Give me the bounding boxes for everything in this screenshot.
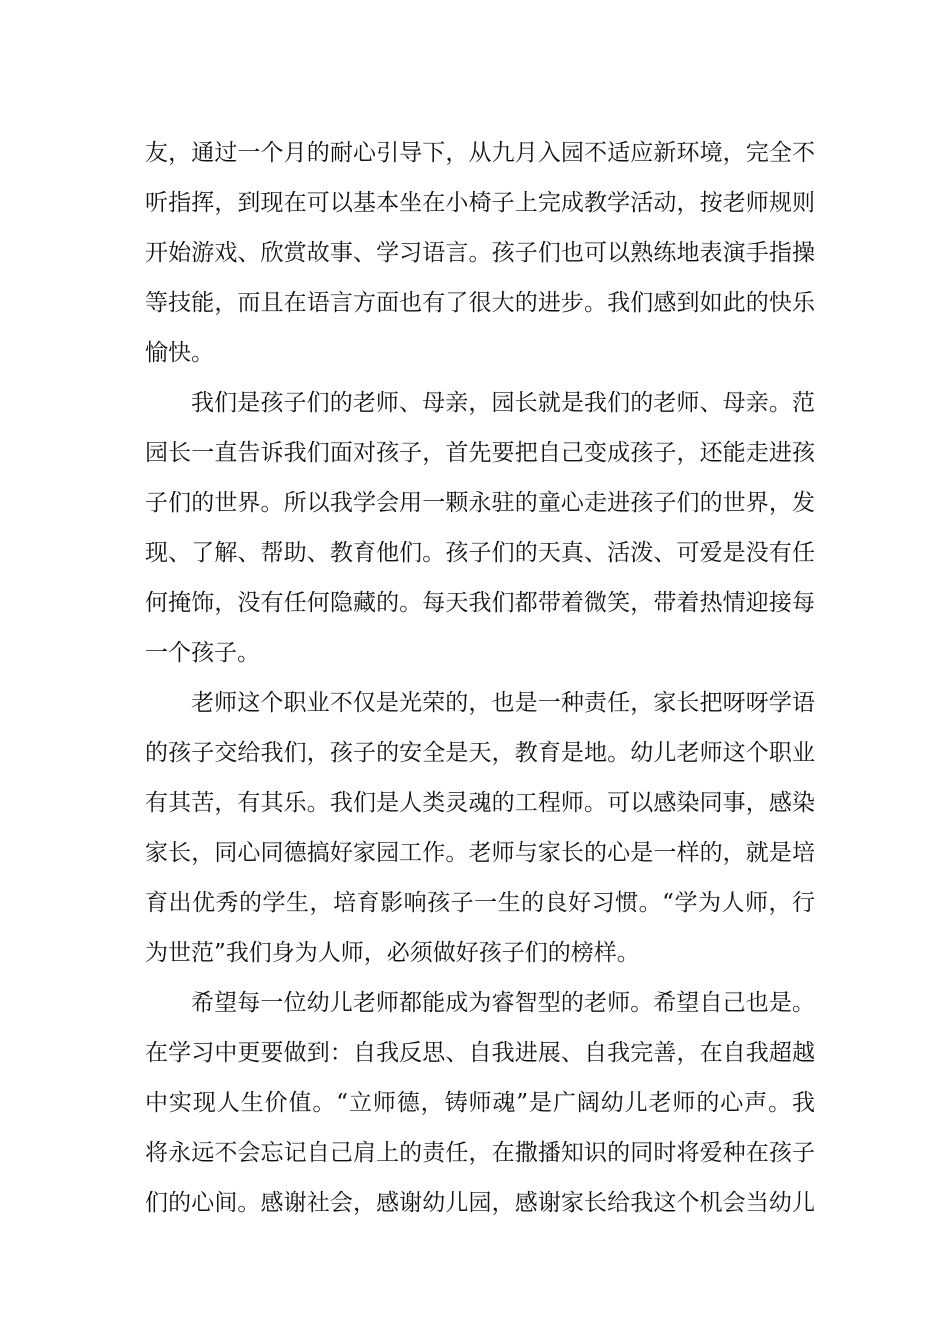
text-line: 园长一直告诉我们面对孩子，首先要把自己变成孩子，还能走进孩 [145,440,815,466]
text-line: 将永远不会忘记自己肩上的责任，在撒播知识的同时将爱种在孩子 [145,1140,815,1166]
paragraph [145,378,815,678]
paragraph [145,678,815,978]
text-line: 中实现人生价值。“立师德，铸师魂”是广阔幼儿老师的心声。我 [145,1090,815,1116]
text-line: 的孩子交给我们，孩子的安全是天，教育是地。幼儿老师这个职业 [145,740,815,766]
text-line: 等技能，而且在语言方面也有了很大的进步。我们感到如此的快乐 [145,290,815,316]
text-line: 老师这个职业不仅是光荣的，也是一种责任，家长把呀呀学语 [191,690,815,716]
paragraph [145,128,815,378]
text-line: 在学习中更要做到：自我反思、自我进展、自我完善，在自我超越 [145,1040,815,1066]
text-line: 友，通过一个月的耐心引导下，从九月入园不适应新环境，完全不 [145,140,815,166]
text-line: 育出优秀的学生，培育影响孩子一生的良好习惯。“学为人师，行 [145,890,815,916]
text-line: 子们的世界。所以我学会用一颗永驻的童心走进孩子们的世界，发 [145,490,815,516]
text-line: 希望每一位幼儿老师都能成为睿智型的老师。希望自己也是。 [191,990,815,1016]
text-line: 愉快。 [145,340,214,366]
text-line: 我们是孩子们的老师、母亲，园长就是我们的老师、母亲。范 [191,390,815,416]
text-line: 现、了解、帮助、教育他们。孩子们的天真、活泼、可爱是没有任 [145,540,815,566]
document-body [145,128,815,1228]
text-line: 一个孩子。 [145,640,260,666]
text-line: 为世范”我们身为人师，必须做好孩子们的榜样。 [145,940,640,966]
text-line: 听指挥，到现在可以基本坐在小椅子上完成教学活动，按老师规则 [145,190,815,216]
text-line: 们的心间。感谢社会，感谢幼儿园，感谢家长给我这个机会当幼儿 [145,1190,815,1216]
text-line: 有其苦，有其乐。我们是人类灵魂的工程师。可以感染同事，感染 [145,790,815,816]
text-line: 何掩饰，没有任何隐藏的。每天我们都带着微笑，带着热情迎接每 [145,590,815,616]
text-line: 开始游戏、欣赏故事、学习语言。孩子们也可以熟练地表演手指操 [145,240,815,266]
paragraph [145,978,815,1228]
text-line: 家长，同心同德搞好家园工作。老师与家长的心是一样的，就是培 [145,840,815,866]
